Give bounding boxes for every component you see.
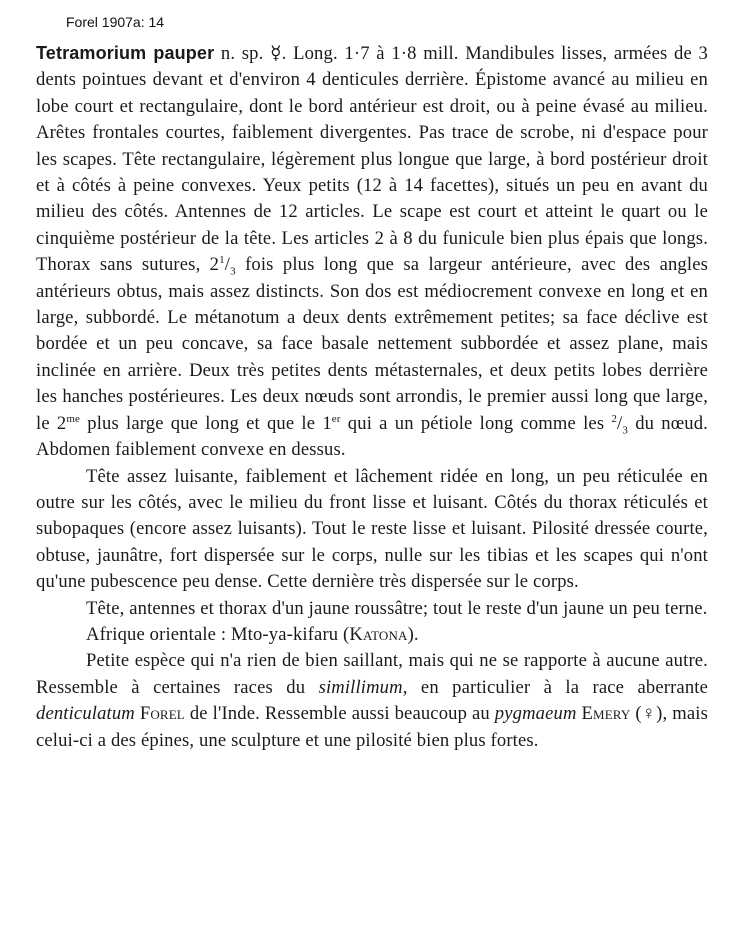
locality-text: Afrique orientale : Mto-ya-kifaru ( <box>86 623 350 645</box>
fraction-2-denominator: 3 <box>622 424 629 437</box>
description-text-2: fois plus long que sa largeur antérieure, avec des angles antérieurs obtus, mais assez distincts. Son dos est médiocrement convexe en long et en large, subbordé. Le métanotum a deux dents extrêmement petites; sa face déclive est bordée et un peu concave, sa face basale nettement subbordée et assez plane, mais inclinée en arrière. Deux très petites dents métasternales, et deux petits lobes derrière les hanches postérieures. Les deux nœuds sont arrondis, le premier aussi long que large, le 2 <box>36 254 708 434</box>
locality-close: ). <box>407 623 419 645</box>
page-reference: Forel 1907a: 14 <box>66 14 165 30</box>
page-text <box>36 40 708 754</box>
taxon-denticulatum: denticulatum <box>36 703 135 725</box>
description-text-5: du nœud. Abdomen faiblement convexe en dessus. <box>36 412 708 461</box>
description-text-1: . Long. 1·7 à 1·8 mill. Mandibules lisses, armées de 3 dents pointues devant et d'environ 4 denticules derrière. Épistome avancé au milieu en lobe court et rectangulaire, dont le bord antérieur est droit, ou à peine évasé au milieu. Arêtes frontales courtes, faiblement divergentes. Pas trace de scrobe, ni d'espace pour les scapes. Tête rectangulaire, légèrement plus longue que large, à bord postérieur droit et à côtés à peine convexes. Yeux petits (12 à 14 facettes), situés un peu en avant du milieu des côtés. Antennes de 12 articles. Le scape est court et atteint le quart ou le cinquième postérieur de la tête. Les articles 2 à 8 du funicule bien plus épais que longs. Thorax sans sutures, 2 <box>36 43 708 276</box>
fraction-2-numerator: 2 <box>611 412 618 425</box>
fraction-1-numerator: 1 <box>219 254 225 267</box>
taxon-pygmaeum: pygmaeum <box>494 703 577 725</box>
taxon-simillimum: simillimum <box>318 676 403 698</box>
remarks-text-2: , en particulier à la race aberrante <box>402 676 708 698</box>
ordinal-me: me <box>66 412 81 425</box>
remarks-text-4: (♀), mais celui-ci a des épines, une sculpture et une pilosité bien plus fortes. <box>36 703 708 751</box>
fraction-1-denominator: 3 <box>230 265 236 278</box>
author-emery: Emery <box>581 703 631 725</box>
color-paragraph: Tête, antennes et thorax d'un jaune roussâtre; tout le reste d'un jaune un peu terne. <box>86 597 708 619</box>
author-forel: Forel <box>139 703 185 725</box>
remarks-paragraph <box>36 648 708 754</box>
description-text-4: qui a un pétiole long comme les <box>340 412 612 434</box>
description-text-3: plus large que long et que le 1 <box>80 412 332 434</box>
locality-paragraph <box>36 622 708 648</box>
new-species-marker: n. sp. <box>220 43 264 64</box>
collector-name: Katona <box>349 623 408 645</box>
worker-symbol: ☿ <box>270 43 282 64</box>
species-name: Tetramorium pauper <box>36 43 215 63</box>
ordinal-er: er <box>331 412 341 425</box>
remarks-text-1: Petite espèce qui n'a rien de bien saillant, mais qui ne se rapporte à aucune autre. Ressemble à certaines races du <box>36 650 708 698</box>
species-description: Tetramorium pauper n. sp. ☿. Long. 1·7 à 1·8 mill. Mandibules lisses, armées de 3 dents pointues devant et d'environ 4 denticules derrière. Épistome avancé au milieu en lobe court et rectangulaire, dont le bord antérieur est droit, ou à peine évasé au milieu. Arêtes frontales courtes, faiblement divergentes. Pas trace de scrobe, ni d'espace pour les scapes. Tête rectangulaire, légèrement plus longue que large, à bord postérieur droit et à côtés à peine convexes. Yeux petits (12 à 14 facettes), situés un peu en avant du milieu des côtés. Antennes de 12 articles. Le scape est court et atteint le quart ou le cinquième postérieur de la tête. Les articles 2 à 8 du funicule bien plus épais que longs. Thorax sans sutures, $2^1/_3$ fois plus long que sa largeur antérieure, avec des angles antérieurs obtus, mais assez distincts. Son dos est médiocrement convexe en long et en large, subbordé. Le métanotum a deux dents extrêmement petites; sa face déclive est bordée et un peu concave, sa face basale nettement subbordée et assez plane, mais inclinée en arrière. Deux très petites dents métasternales, et deux petits lobes derrière les hanches postérieures. Les deux nœuds sont arrondis, le premier aussi long que large, le $2^{me}$ plus large que long et que le 1er qui a un pétiole long comme les $^2/_3$ du nœud. Abdomen faiblement convexe en dessus. <box>36 43 708 461</box>
sculpture-paragraph: Tête assez luisante, faiblement et lâchement ridée en long, un peu réticulée en outre sur les côtés, avec le milieu du front lisse et luisant. Côtés du thorax réticulés et subopaques (encore assez luisants). Tout le reste lisse et luisant. Pilosité dressée courte, obtuse, jaunâtre, fort dispersée sur le corps, nulle sur les tibias et les scapes qui n'ont qu'une pubescence peu dense. Cette dernière très dispersée sur le corps. <box>36 465 708 593</box>
remarks-text-3: de l'Inde. Ressemble aussi beaucoup au <box>184 703 495 725</box>
